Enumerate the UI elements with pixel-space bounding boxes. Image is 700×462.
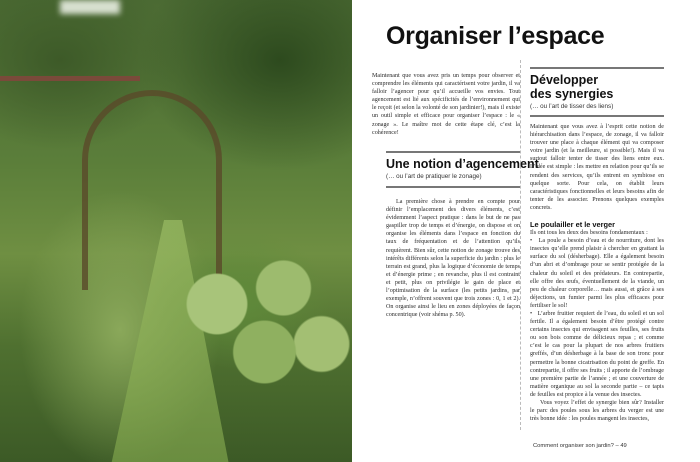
heading-line: Développer <box>530 73 599 87</box>
squash-leaves <box>160 240 350 400</box>
bullet-text: L’arbre fruitier requiert de l’eau, du soleil et un sol fertile. Il a également besoin d’être protégé contre certains insectes qui envisagent ses feuilles, ses fruits ou son bois comme de délicieux repas ; et comme c’est le cas pour la plupart de nos arbres fruitiers greffés, d’un désherbage à la base de son tronc pour permettre la bonne cicatrisation du point de greffe. En contrepartie, il offre ses fruits ; il apporte de l’ombrage une première partie de l’année ; et une couverture de matière organique au sol la seconde partie – ce tapis de feuilles est propice à la venue des insectes. <box>530 310 664 398</box>
divider <box>386 151 520 153</box>
sky <box>60 0 120 14</box>
bullet-icon: • <box>530 238 533 245</box>
section-subtitle: (… ou l’art de pratiquer le zonage) <box>386 173 482 180</box>
heading-line: des synergies <box>530 87 614 101</box>
section1-body: La première chose à prendre en compte pour définir l’emplacement des divers éléments, c’est évidemment l’aspect pratique : dans le but de ne pas gaspiller trop de temps et d’énergie, on dispose et on organise les éléments dans l’espace en fonction du taux de fréquentation et de l’attention qu’ils requièrent. Bien sûr, cette notion de zonage trouve des intérêts différents selon la superficie du jardin : plus le terrain est grand, plus la logique d’économie de temps et d’énergie prime ; en revanche, plus il est contraint et petit, plus on privilégie le gain de place et l’optimisation de la surface (les petits jardins, par exemple, n’offrent souvent que trois zones : 0, 1 et 2). On organise ainsi le lieu en zones déployées de façon concentrique (voir shéma p. 50). <box>386 199 520 319</box>
bullet-text: La poule a besoin d’eau et de nourriture, dont les insectes qu’elle prend plaisir à chercher en grattant la surface du sol (désherbage). Elle a également besoin d’un abri et d’ombrage pour se sentir protégée de la chaleur du soleil et des prédateurs. En contrepartie, elle offre des œufs, éventuellement de la viande, un peu de chaleur corporelle… mais aussi, et grâce à ses déjections, un fumier parmi les plus efficaces pour fertiliser le sol! <box>530 238 664 309</box>
bullet-item <box>530 237 664 310</box>
subheading-poulailler: Le poulailler et le verger <box>530 220 616 230</box>
divider <box>530 67 664 69</box>
section2-body: Maintenant que vous avez à l’esprit cette notion de hiérarchisation dans l’espace, de zonage, il va falloir trouver une place à chaque élément qui va composer votre jardin (et la meilleure, si possible!). Mais il va surtout falloir tenter de tisser des liens entre eux. L’idée est simple : les mettre en relation pour qu’ils se rendent des services, qu’ils entrent en symbiose en quelque sorte. Pour cela, on établit leurs caractéristiques fonctionnelles et leurs besoins afin de tenter de les associer. Prenons quelques exemples concrets. <box>530 124 664 211</box>
column-divider <box>520 60 521 430</box>
bullet-item <box>530 310 664 399</box>
divider <box>530 115 664 117</box>
section-subtitle: (… ou l’art de tisser des liens) <box>530 103 614 110</box>
intro-paragraph: Maintenant que vous avez pris un temps pour observer et comprendre les éléments qui caractérisent votre jardin, il va falloir l’agencer pour qu’il accueille vos envies. Tout agencement est lié aux spécificités de l’environnement qui le reçoit (et selon la volonté de son jardinier!), mais il existe un outil simple et efficace pour organiser l’espace : le « zonage ». Le maître mot de cette étape clé, c’est la cohérence! <box>372 73 520 136</box>
closing-paragraph: Vous voyez l’effet de synergie bien sûr? Installer le parc des poules sous les arbres du verger est une très bonne idée : les poules mangent les insectes, <box>530 400 664 423</box>
section2-column <box>530 123 664 423</box>
section-heading-synergies <box>530 73 613 101</box>
divider <box>386 186 520 188</box>
section-heading-agencement: Une notion d’agencement <box>386 157 539 171</box>
pergola <box>0 76 140 81</box>
page-title: Organiser l’espace <box>386 22 605 50</box>
lead-text: Ils ont tous les deux des besoins fondamentaux : <box>530 230 648 237</box>
page-footer: Comment organiser son jardin? – 49 <box>533 443 627 449</box>
bullet-icon: • <box>530 310 533 317</box>
